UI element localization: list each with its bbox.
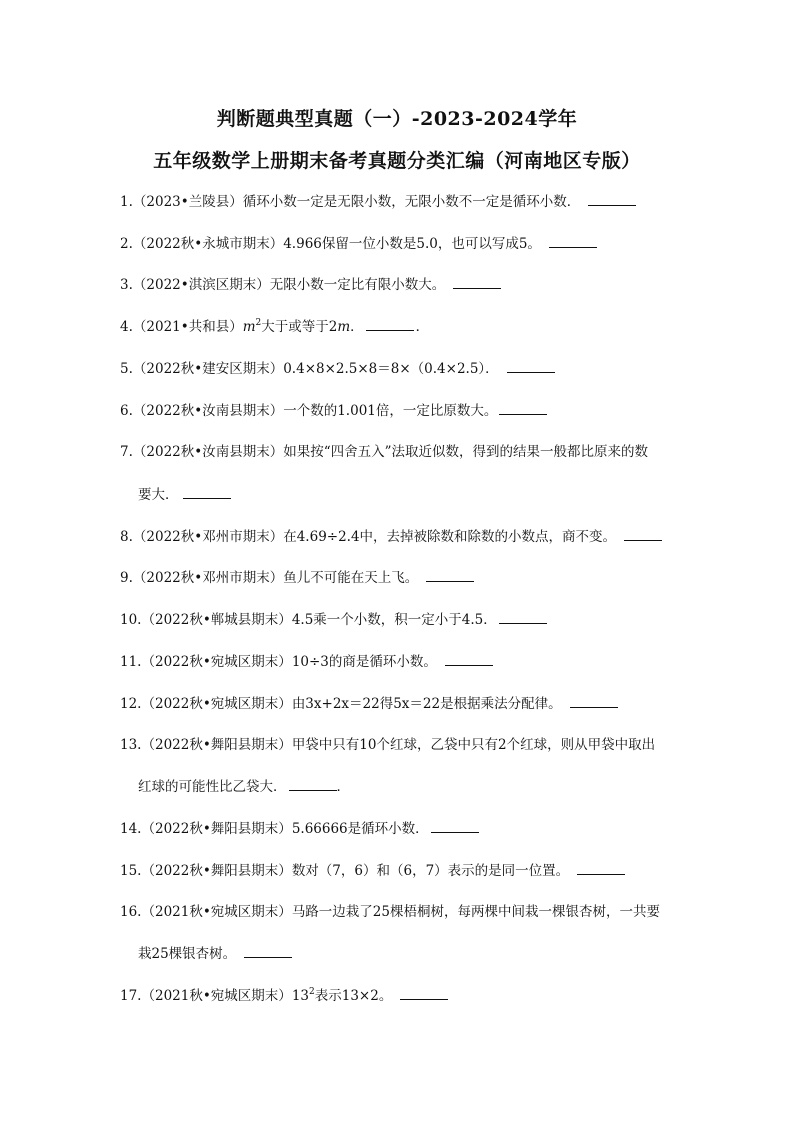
question-source: （2022秋•汝南县期末） <box>132 444 284 460</box>
question-7-continuation <box>138 484 231 505</box>
answer-blank[interactable] <box>549 233 597 248</box>
question-source: （2022秋•邓州市期末） <box>132 570 284 586</box>
question-source: （2021秋•宛城区期末） <box>141 904 292 920</box>
question-7 <box>120 442 680 462</box>
question-number: 13. <box>120 737 142 753</box>
question-6 <box>120 400 680 421</box>
question-13 <box>120 735 680 755</box>
question-number: 6. <box>120 403 133 419</box>
answer-blank[interactable] <box>453 274 501 289</box>
question-number: 1. <box>120 194 133 210</box>
answer-blank[interactable] <box>289 776 337 791</box>
question-text: 在4.69÷2.4中，去掉被除数和除数的小数点，商不变。 <box>283 529 617 545</box>
question-text: 如果按“四舍五入”法取近似数，得到的结果一般都比原来的数 <box>283 444 649 460</box>
question-text: 马路一边栽了25棵梧桐树，每两棵中间栽一棵银杏树，一共要 <box>291 904 660 920</box>
question-text: 5.66666是循环小数． <box>291 821 429 837</box>
answer-blank[interactable] <box>624 526 662 541</box>
answer-blank[interactable] <box>244 943 292 958</box>
question-tail: ． <box>415 319 430 335</box>
question-8 <box>120 526 680 547</box>
page-title-line1: 判断题典型真题（一）-2023-2024学年 <box>216 108 578 130</box>
question-number: 15. <box>120 863 142 879</box>
answer-blank[interactable] <box>366 316 414 331</box>
question-number: 4. <box>120 319 133 335</box>
question-source: （2022秋•永城市期末） <box>132 236 284 252</box>
question-source: （2022秋•宛城区期末） <box>141 654 292 670</box>
question-source: （2021秋•宛城区期末） <box>141 988 292 1004</box>
question-number: 3. <box>120 277 133 293</box>
answer-blank[interactable] <box>183 484 231 499</box>
question-text: 大于或等于2 <box>261 319 338 335</box>
question-number: 12. <box>120 696 142 712</box>
question-17 <box>120 985 680 1006</box>
question-text: 13 <box>291 988 309 1004</box>
question-text-cont: 红球的可能性比乙袋大． <box>138 779 287 795</box>
question-number: 2. <box>120 236 133 252</box>
question-source: （2022秋•舞阳县期末） <box>141 863 292 879</box>
question-1 <box>120 191 680 212</box>
question-text: 4.966保留一位小数是5.0，也可以写成5。 <box>283 236 541 252</box>
question-text-cont: 要大． <box>138 487 179 503</box>
question-number: 7. <box>120 444 133 460</box>
question-15 <box>120 860 680 881</box>
question-number: 11. <box>120 654 142 670</box>
question-number: 10. <box>120 612 142 628</box>
question-punct: ． <box>350 319 364 335</box>
question-14 <box>120 818 680 839</box>
question-16-continuation <box>138 943 292 964</box>
question-source: （2022秋•邓州市期末） <box>132 529 284 545</box>
answer-blank[interactable] <box>577 860 625 875</box>
answer-blank[interactable] <box>588 191 636 206</box>
answer-blank[interactable] <box>570 693 618 708</box>
page-title-line2: 五年级数学上册期末备考真题分类汇编（河南地区专版） <box>153 150 641 172</box>
question-11 <box>120 651 680 672</box>
question-16 <box>120 902 680 922</box>
question-9 <box>120 567 680 588</box>
question-text: 甲袋中只有10个红球，乙袋中只有2个红球，则从甲袋中取出 <box>291 737 656 753</box>
question-text: 一个数的1.001倍，一定比原数大。 <box>283 403 498 419</box>
question-text: 由3x+2x＝22得5x＝22是根据乘法分配律。 <box>291 696 562 712</box>
question-tail: ． <box>336 779 350 795</box>
answer-blank[interactable] <box>499 400 547 415</box>
answer-blank[interactable] <box>400 985 448 1000</box>
math-variable: m <box>242 319 256 335</box>
question-text: 循环小数一定是无限小数，无限小数不一定是循环小数． <box>242 194 581 210</box>
question-number: 8. <box>120 529 133 545</box>
math-variable: m <box>337 319 351 335</box>
question-source: （2022秋•宛城区期末） <box>141 696 292 712</box>
question-text-cont: 栽25棵银杏树。 <box>138 946 237 962</box>
question-number: 17. <box>120 988 142 1004</box>
question-text: 4.5乘一个小数，积一定小于4.5． <box>291 612 497 628</box>
question-5 <box>120 358 680 379</box>
exponent: 2 <box>255 318 262 328</box>
exponent: 2 <box>309 987 315 997</box>
question-text: 10÷3的商是循环小数。 <box>291 654 437 670</box>
question-source: （2021•共和县） <box>132 319 243 335</box>
question-10 <box>120 609 680 630</box>
question-number: 14. <box>120 821 142 837</box>
question-text: 表示13×2。 <box>314 988 393 1004</box>
question-source: （2022•淇滨区期末） <box>132 277 270 293</box>
question-text: 无限小数一定比有限小数大。 <box>269 277 446 293</box>
answer-blank[interactable] <box>431 818 479 833</box>
answer-blank[interactable] <box>507 358 555 373</box>
question-4 <box>120 316 680 337</box>
answer-blank[interactable] <box>426 567 474 582</box>
question-number: 9. <box>120 570 133 586</box>
question-2 <box>120 233 680 254</box>
question-source: （2022秋•建安区期末） <box>132 361 284 377</box>
question-text: 数对（7，6）和（6，7）表示的是同一位置。 <box>291 863 570 879</box>
question-13-continuation <box>138 776 350 797</box>
question-source: （2022秋•汝南县期末） <box>132 403 284 419</box>
question-text: 鱼儿不可能在天上飞。 <box>283 570 419 586</box>
question-source: （2022秋•郸城县期末） <box>141 612 292 628</box>
answer-blank[interactable] <box>445 651 493 666</box>
question-number: 5. <box>120 361 133 377</box>
answer-blank[interactable] <box>499 609 547 624</box>
question-source: （2022秋•舞阳县期末） <box>141 821 292 837</box>
question-source: （2023•兰陵县） <box>132 194 243 210</box>
question-source: （2022秋•舞阳县期末） <box>141 737 292 753</box>
question-12 <box>120 693 680 714</box>
question-text: 0.4×8×2.5×8＝8×（0.4×2.5）． <box>283 361 499 377</box>
question-3 <box>120 274 680 295</box>
question-number: 16. <box>120 904 142 920</box>
